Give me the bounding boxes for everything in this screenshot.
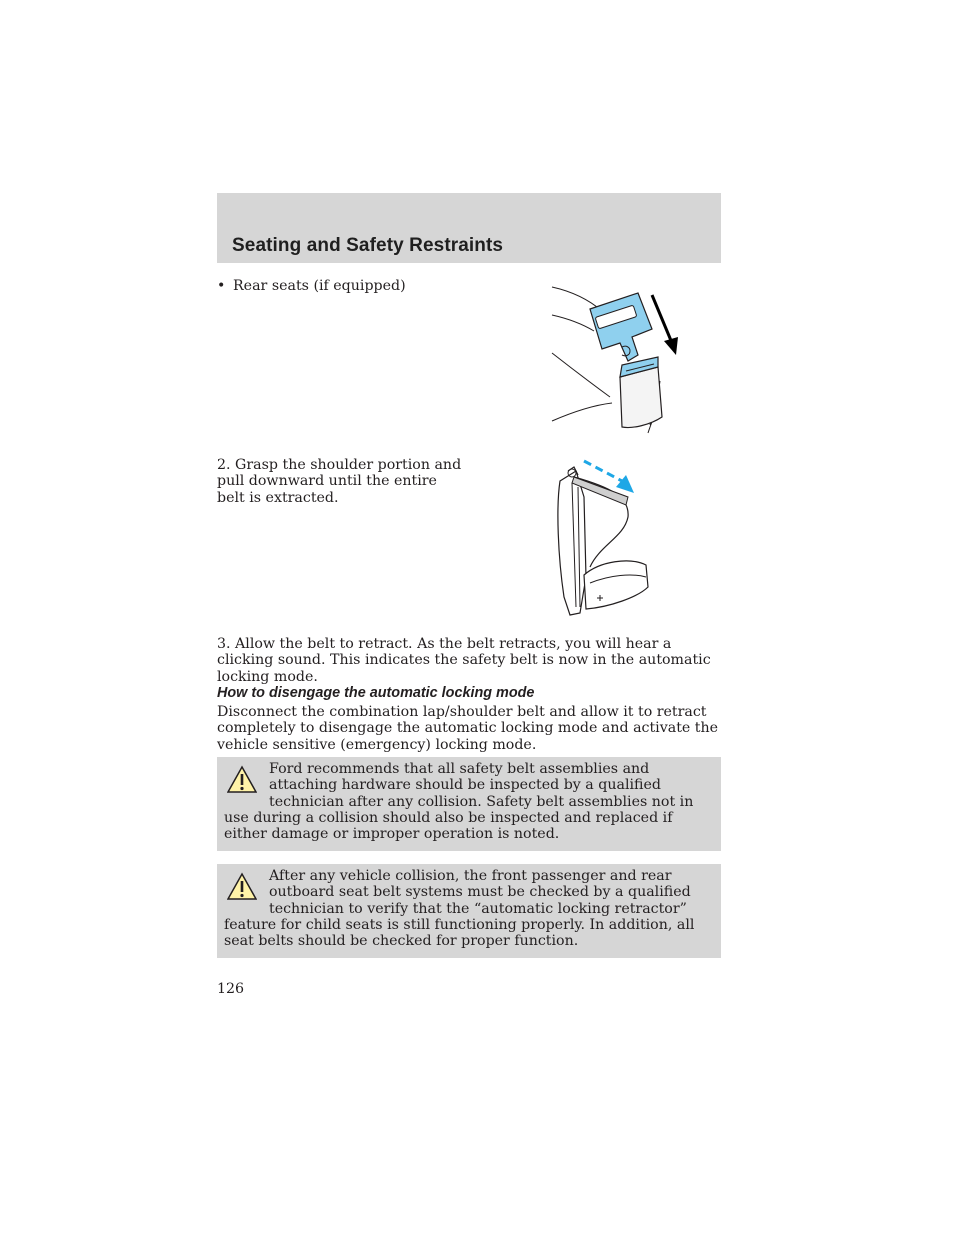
warning-box-1: [217, 757, 721, 851]
buckle-illustration: [550, 281, 722, 435]
warning-box-2: [217, 864, 721, 958]
warning-triangle-icon: [227, 872, 257, 902]
bullet-item: [217, 278, 406, 294]
section-paragraph: Disconnect the combination lap/shoulder belt and allow it to retract completely to disengage the automatic locking mode and activate the vehicle sensitive (emergency) locking mode.: [217, 704, 719, 753]
warning-text-1: Ford recommends that all safety belt assemblies and attaching hardware should be inspected by a qualified technician after any collision. Safety belt assemblies not in use during a collision should also be inspected and replaced if either damage or improper operation is noted.: [224, 761, 694, 843]
section-header-band: [217, 193, 721, 263]
step-2-text: 2. Grasp the shoulder portion and pull downward until the entire belt is extracted.: [217, 457, 462, 506]
page-title: Seating and Safety Restraints: [232, 235, 504, 256]
page-number: 126: [217, 981, 245, 997]
warning-text-2: After any vehicle collision, the front passenger and rear outboard seat belt systems must be checked by a qualified technician to verify that the “automatic locking retractor” feature for child seats is still functioning properly. In addition, all seat belts should be checked for proper function.: [224, 868, 695, 950]
bullet-dot-icon: •: [217, 278, 226, 294]
warning-triangle-icon: [227, 765, 257, 795]
step-3-text: 3. Allow the belt to retract. As the belt retracts, you will hear a clicking sound. This indicates the safety belt is now in the automatic locking mode.: [217, 636, 711, 685]
bullet-text: Rear seats (if equipped): [233, 278, 406, 294]
section-heading: How to disengage the automatic locking mode: [217, 685, 535, 701]
seat-belt-pull-illustration: [550, 457, 650, 623]
